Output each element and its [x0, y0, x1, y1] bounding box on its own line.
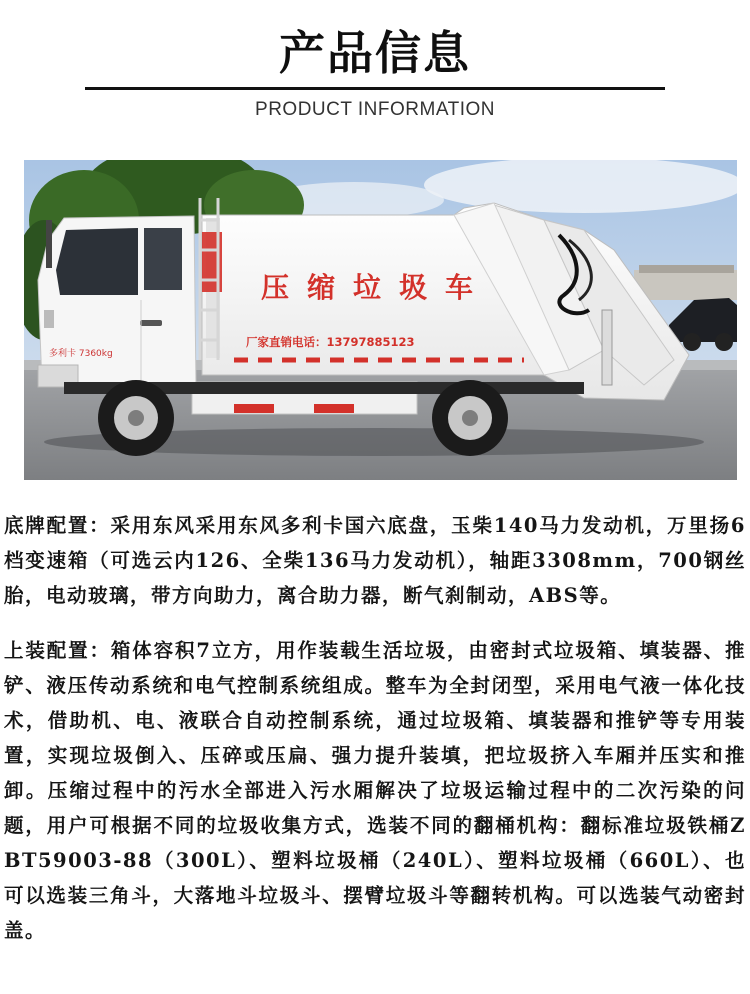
truck-cab — [38, 216, 196, 387]
body-config-paragraph: 上装配置：箱体容积7立方，用作装载生活垃圾，由密封式垃圾箱、填装器、推铲、液压传动系统和电气控制系统组成。整车为全封闭型，采用电气液一体化技术，借助机、电、液联合自动控制系统，通过垃圾箱、填装器和推铲等专用装置，实现垃圾倒入、压碎或压扁、强力提升装填，把垃圾挤入车厢并压实和推卸。压缩过程中的污水全部进入污水厢解决了垃圾运输过程中的二次污染的问题，用户可根据不同的垃圾收集方式，选装不同的翻桶机构：翻标准垃圾铁桶ZBT59003-88（300L）、塑料垃圾桶（240L）、塑料垃圾桶（660L）、也可以选装三角斗，大落地斗垃圾斗、摆臂垃圾斗等翻转机构。可以选装气动密封盖。 — [4, 639, 746, 942]
garbage-truck-illustration — [24, 160, 737, 480]
cab-badge: 多利卡 7360kg — [49, 349, 113, 359]
cargo-text: 压缩垃圾车 — [261, 271, 492, 304]
phone-text: 厂家直销电话：13797885123 — [246, 335, 415, 349]
page-subtitle: PRODUCT INFORMATION — [255, 99, 495, 120]
product-photo — [24, 160, 737, 480]
title-divider — [85, 87, 665, 90]
page-title: 产品信息 — [279, 26, 471, 80]
chassis-config-paragraph: 底牌配置：采用东风采用东风多利卡国六底盘，玉柴140马力发动机，万里扬6档变速箱（可选云内126、全柴136马力发动机），轴距3308mm，700钢丝胎，电动玻璃，带方向助力，离合助力器，断气刹制动，ABS等。 — [4, 514, 746, 607]
